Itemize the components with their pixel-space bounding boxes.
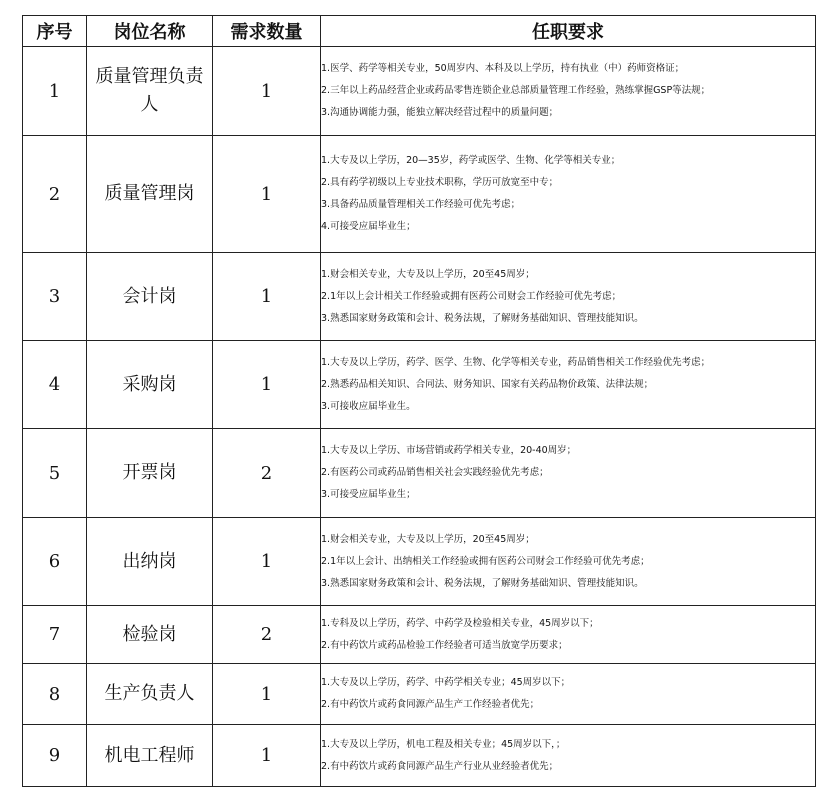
row-requirements [321, 725, 816, 787]
table-row [23, 253, 816, 341]
header-count: 需求数量 [213, 16, 321, 47]
row-count: 1 [213, 341, 321, 429]
row-position: 会计岗 [87, 253, 213, 341]
requirement-line: 1.财会相关专业，大专及以上学历，20至45周岁； [321, 268, 535, 280]
table-row [23, 518, 816, 606]
row-position: 检验岗 [87, 606, 213, 664]
requirement-line: 2.具有药学初级以上专业技术职称，学历可放宽至中专； [321, 177, 559, 188]
table-row [23, 725, 816, 787]
table-row [23, 341, 816, 429]
row-index: 2 [23, 136, 87, 253]
row-position: 开票岗 [87, 429, 213, 518]
requirement-line: 2.有中药饮片或药品检验工作经验者可适当放宽学历要求； [321, 639, 568, 651]
requirement-line: 1.大专及以上学历、市场营销或药学相关专业，20-40周岁； [321, 445, 577, 456]
requirement-line: 2.有中药饮片或药食同源产品生产工作经验者优先； [321, 699, 540, 710]
requirement-line: 3.具备药品质量管理相关工作经验可优先考虑； [321, 199, 521, 210]
row-count: 1 [213, 136, 321, 253]
requirement-line: 2.熟悉药品相关知识、合同法、财务知识、国家有关药品物价政策、法律法规； [321, 378, 654, 390]
requirement-line: 2.1年以上会计、出纳相关工作经验或拥有医药公司财会工作经验可优先考虑； [321, 555, 650, 567]
row-count: 1 [213, 47, 321, 136]
row-position: 质量管理负责人 [87, 47, 213, 136]
row-index: 8 [23, 664, 87, 725]
row-count: 1 [213, 725, 321, 787]
table-body [23, 47, 816, 787]
row-index: 3 [23, 253, 87, 341]
row-index: 4 [23, 341, 87, 429]
row-requirements [321, 136, 816, 253]
row-index: 5 [23, 429, 87, 518]
requirement-line: 3.熟悉国家财务政策和会计、税务法规，了解财务基础知识、管理技能知识。 [321, 312, 644, 324]
row-requirements [321, 47, 816, 136]
row-requirements [321, 253, 816, 341]
requirement-line: 3.可接受应届毕业生； [321, 489, 416, 500]
header-requirements: 任职要求 [321, 16, 816, 47]
requirement-line: 1.大专及以上学历，药学、中药学相关专业；45周岁以下； [321, 677, 571, 688]
row-position: 出纳岗 [87, 518, 213, 606]
requirement-line: 1.大专及以上学历，药学、医学、生物、化学等相关专业，药品销售相关工作经验优先考虑； [321, 356, 711, 368]
table-row [23, 47, 816, 136]
requirement-line: 1.财会相关专业，大专及以上学历，20至45周岁； [321, 533, 535, 545]
requirement-line: 2.有中药饮片或药食同源产品生产行业从业经验者优先； [321, 760, 559, 772]
requirement-line: 1.大专及以上学历，机电工程及相关专业；45周岁以下，； [321, 738, 566, 750]
table-header-row [23, 16, 816, 47]
table-row [23, 606, 816, 664]
header-index: 序号 [23, 16, 87, 47]
row-requirements [321, 606, 816, 664]
requirement-line: 2.三年以上药品经营企业或药品零售连锁企业总部质量管理工作经验，熟练掌握GSP等法规； [321, 85, 711, 96]
table-row [23, 429, 816, 518]
requirement-line: 3.可接收应届毕业生。 [321, 400, 416, 412]
row-position: 生产负责人 [87, 664, 213, 725]
row-count: 2 [213, 606, 321, 664]
row-position: 质量管理岗 [87, 136, 213, 253]
row-count: 2 [213, 429, 321, 518]
row-index: 6 [23, 518, 87, 606]
row-position: 机电工程师 [87, 725, 213, 787]
requirement-line: 2.有医药公司或药品销售相关社会实践经验优先考虑； [321, 467, 549, 478]
requirement-line: 1.大专及以上学历，20—35岁，药学或医学、生物、化学等相关专业； [321, 155, 621, 166]
row-requirements [321, 664, 816, 725]
job-requirements-table [22, 15, 816, 787]
row-requirements [321, 341, 816, 429]
row-count: 1 [213, 253, 321, 341]
table-row [23, 664, 816, 725]
row-requirements [321, 518, 816, 606]
row-count: 1 [213, 518, 321, 606]
row-index: 7 [23, 606, 87, 664]
requirement-line: 3.沟通协调能力强，能独立解决经营过程中的质量问题； [321, 107, 559, 118]
row-count: 1 [213, 664, 321, 725]
table-row [23, 136, 816, 253]
requirement-line: 3.熟悉国家财务政策和会计、税务法规，了解财务基础知识、管理技能知识。 [321, 577, 644, 589]
row-requirements [321, 429, 816, 518]
requirement-line: 1.医学、药学等相关专业，50周岁内、本科及以上学历，持有执业（中）药师资格证； [321, 63, 685, 74]
row-position: 采购岗 [87, 341, 213, 429]
header-position: 岗位名称 [87, 16, 213, 47]
requirement-line: 2.1年以上会计相关工作经验或拥有医药公司财会工作经验可优先考虑； [321, 290, 622, 302]
row-index: 1 [23, 47, 87, 136]
requirement-line: 4.可接受应届毕业生； [321, 221, 416, 232]
row-index: 9 [23, 725, 87, 787]
requirement-line: 1.专科及以上学历，药学、中药学及检验相关专业，45周岁以下； [321, 617, 599, 629]
